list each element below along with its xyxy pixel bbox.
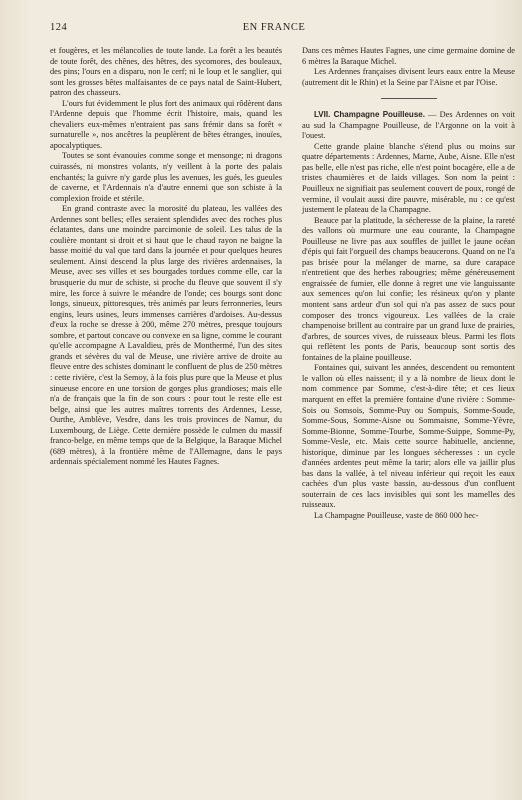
paragraph: L'ours fut évidemment le plus fort des animaux qui rôdèrent dans l'Ardenne depuis que l'homme écrit l'histoire, mais, quand les chevaliers eux-mêmes n'entraient pas sans frémir dans sa forêt « surnaturelle », nos ancêtres la peuplèrent de bêtes étranges, inouïes, apocalyptiques.	[50, 98, 282, 150]
paragraph: En grand contraste avec la morosité du plateau, les vallées des Ardennes sont belles; elles seraient splendides avec des roches plus éclatantes, dans une moindre parcimonie de soleil. Les talus de la coulière montant si droit et si haut que le chaud rayon ne baigne la basse moitié du val que tard dans la journée et pour quelques heures seulement. Ainsi descend la plus large des rivières ardennaises, la Meuse, avec ses villes et ses bourgades tordues comme elle, car la brusquerie du mur de schiste, si proche du fleuve que souvent il s'y mire, les force à suivre le méandre de l'onde; ces bourgs sont donc longs, sinueux, pittoresques, très animés par leurs ferronneries, leurs engins, leurs usines, leurs immenses carrières d'ardoises. Au-dessus d'eux la roche se dresse à 200, même 270 mètres, presque toujours sombre, et partout concave ou convexe en sa ligne, comme le courant qu'elle accompagne A Lavaldieu, près de Monthermé, l'un des sites grands et sévères du val de Meuse, une rivière arrive de droite au fleuve entre des schistes dominant le confluent de plus de 250 mètres : cette rivière, c'est la Semoy, à la fois plus pure que la Meuse et plus sinueuse encore en une torsion de gorges plus grandioses; mais elle n'a de français que la fin de son cours : pour tout le reste elle est belge, ainsi que les autres maîtres torrents des Ardennes, Lesse, Ourthe, Amblève, Vesdre, dans les trois provinces de Namur, du Luxembourg, de Liège. Cette dernière possède le culmen du massif franco-belge, en même temps que de la Belgique, la Baraque Michel (689 mètres), à la frontière même de l'Allemagne, dans le pays ardennais spécialement nommé les Hautes Fagnes.	[50, 204, 282, 467]
section-heading: LVII. Champagne Pouilleuse.	[314, 110, 425, 120]
section-intro	[302, 110, 515, 142]
running-title: EN FRANCE	[242, 22, 306, 33]
paragraph: et fougères, et les mélancolies de toute lande. La forêt a les beautés de toute forêt, des chênes, des hêtres, des sycomores, des bouleaux, des pins; l'ours en a disparu, non le cerf; ni le loup et le sanglier, qui sont les grosses bêtes malfaisantes de ce pays natal de Saint-Hubert, patron des chasseurs.	[50, 46, 282, 98]
page-header	[50, 22, 498, 38]
paragraph: La Champagne Pouilleuse, vaste de 860 000 hec-	[314, 510, 479, 520]
paragraph: Beauce par la platitude, la sécheresse de la plaine, la rareté des vallons où murmure une eau courante, la Champagne Pouilleuse ne livre pas aux souffles de juillet le jaune océan d'épis qui fait l'orgueil des champs beaucerons. Quand on ne l'a pas brisée pour la mélanger de marne, sa dure carapace n'entretient que des herbes rabougries; même généreusement engraissée de fumier, elle donne à regret une vie languissante aux semences qu'on lui confie; les résineux qu'on y plante montent sans ardeur d'un sol qui n'a pas assez de sucs pour composer des troncs vigoureux. Les vallées de la craie champenoise brillent au contraire par un grand luxe de prairies, d'arbres, de sources vives, de ruisseaux bleus. Parmi les flots qui reflètent les ponts de Paris, beaucoup sont sortis des fontaines de la plaine pouilleuse.	[302, 215, 515, 362]
paragraph: Dans ces mêmes Hautes Fagnes, une cime germaine domine de 6 mètres la Baraque Michel.	[302, 46, 515, 66]
section-lead: — Des Ardennes on voit au sud la Champagne Pouilleuse, de l'Argonne on la voit à l'ouest.	[302, 110, 515, 141]
page-number: 124	[50, 22, 68, 33]
right-column	[302, 46, 515, 522]
paragraph: Les Ardennes françaises divisent leurs eaux entre la Meuse (autrement dit le Rhin) et la Seine par l'Aisne et par l'Oise.	[302, 67, 515, 87]
paragraph: Toutes se sont évanouies comme songe et mensonge; ni dragons cuirassés, ni monstres volants, n'y veillent à la porte des palais enchantés; la guivre n'y garde plus les avenues, les gués, les gueules de caverne, et l'Ardennais n'a d'autre ennemi que son schiste à la complexion froide et stérile.	[50, 151, 282, 203]
paragraph: Cette grande plaine blanche s'étend plus ou moins sur quatre départements : Ardennes, Marne, Aube, Aisne. Elle n'est pas belle, elle n'est pas riche, elle n'est point bocagère, elle a de tristes chaumières et de laids villages. Son nom la peint : Pouilleux ne signifiait pas seulement couvert de poux, rongé de vermine, il voulait aussi dire pauvre, misérable, nu : ce qu'est justement le plateau de la Champagne.	[302, 141, 515, 215]
paragraph: Fontaines qui, suivant les années, descendent ou remontent le vallon où elles naissent; il y a là nombre de lieux dont le nom commence par Somme, c'est-à-dire tête; et ces lieux marquent en effet la première fontaine d'une rivière : Somme-Sois ou Somsois, Somme-Puy ou Sompuis, Somme-Soude, Somme-Sous, Somme-Aisne ou Sommaisne, Somme-Yèvre, Somme-Bionne, Somme-Tourbe, Somme-Suippe, Somme-Py, Somme-Vesle, etc. Mais cette source habituelle, ancienne, historique, diminue par les longues sécheresses : un cycle d'années ardentes peut même la tarir; alors elle va jaillir plus bas dans la vallée, à tel niveau inférieur qui reçoit les eaux cachées d'un plus vaste bassin, au-dessous d'un confluent souterrain de ces lacs invisibles qui sont les mamelles des ruisseaux.	[302, 363, 515, 510]
section-separator	[381, 98, 437, 99]
left-column	[50, 46, 282, 468]
